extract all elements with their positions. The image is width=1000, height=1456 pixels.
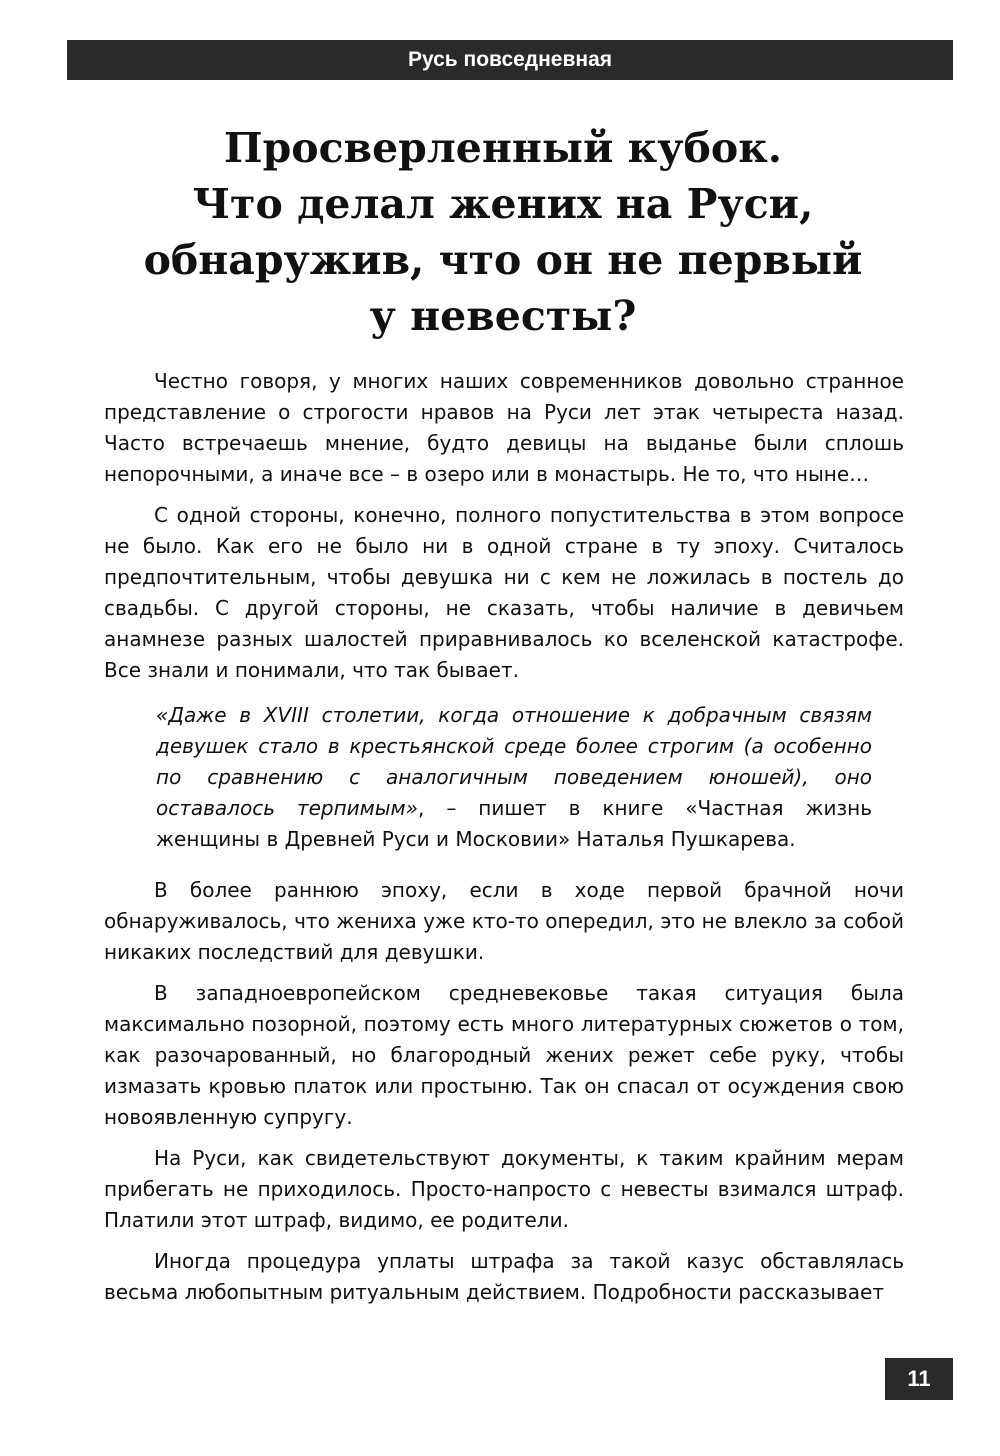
quote-text: «Даже в XVIII столетии, когда отношение к добрачным связям девушек стало в крестьянской среде более строгим (а особенно по сравнению с аналогичным поведением юношей), оно оставалось терпимым»: [156, 703, 872, 820]
paragraph: В более раннюю эпоху, если в ходе первой брачной ночи обнаруживалось, что жениха уже кто-то опередил, это не влекло за собой никаких последствий для девушки.: [104, 878, 904, 964]
article-title: [100, 120, 906, 344]
title-line: у невесты?: [369, 292, 637, 340]
block-quote: [156, 700, 872, 855]
section-title: Русь повседневная: [407, 48, 613, 71]
page-number-box: [885, 1358, 953, 1400]
quote-attribution: , – пишет в книге «Частная жизнь женщины в Древней Руси и Московии» Наталья Пушкарева.: [156, 796, 872, 851]
paragraph: Честно говоря, у многих наших современников довольно странное представление о строгости нравов на Руси лет этак четыреста назад. Часто встречаешь мнение, будто девицы на выданье были сплошь непорочными, а иначе все – в озеро или в монастырь. Не то, что ныне…: [104, 369, 904, 486]
paragraph: С одной стороны, конечно, полного попустительства в этом вопросе не было. Как его не было ни в одной стране в ту эпоху. Считалось предпочтительным, чтобы девушка ни с кем не ложилась в постель до свадьбы. С другой стороны, не сказать, чтобы наличие в девичьем анамнезе разных шалостей приравнивалось ко вселенской катастрофе. Все знали и понимали, что так бывает.: [104, 503, 904, 682]
paragraph: На Руси, как свидетельствуют документы, к таким крайним мерам прибегать не приходилось. Просто-напросто с невесты взимался штраф. Платили этот штраф, видимо, ее родители.: [104, 1146, 904, 1232]
article-body: [104, 366, 904, 1308]
paragraph: Иногда процедура уплаты штрафа за такой казус обставлялась весьма любопытным ритуальным действием. Подробности рассказывает: [104, 1249, 904, 1304]
title-line: Что делал жених на Руси,: [192, 180, 814, 228]
title-line: обнаружив, что он не первый: [143, 236, 863, 284]
paragraph: В западноевропейском средневековье такая ситуация была максимально позорной, поэтому есть много литературных сюжетов о том, как разочарованный, но благородный жених режет себе руку, чтобы измазать кровью платок или простыню. Так он спасал от осуждения свою новоявленную супругу.: [104, 981, 904, 1129]
title-line: Просверленный кубок.: [223, 124, 783, 172]
section-header-bar: [67, 40, 953, 80]
page-number: 11: [907, 1366, 931, 1391]
